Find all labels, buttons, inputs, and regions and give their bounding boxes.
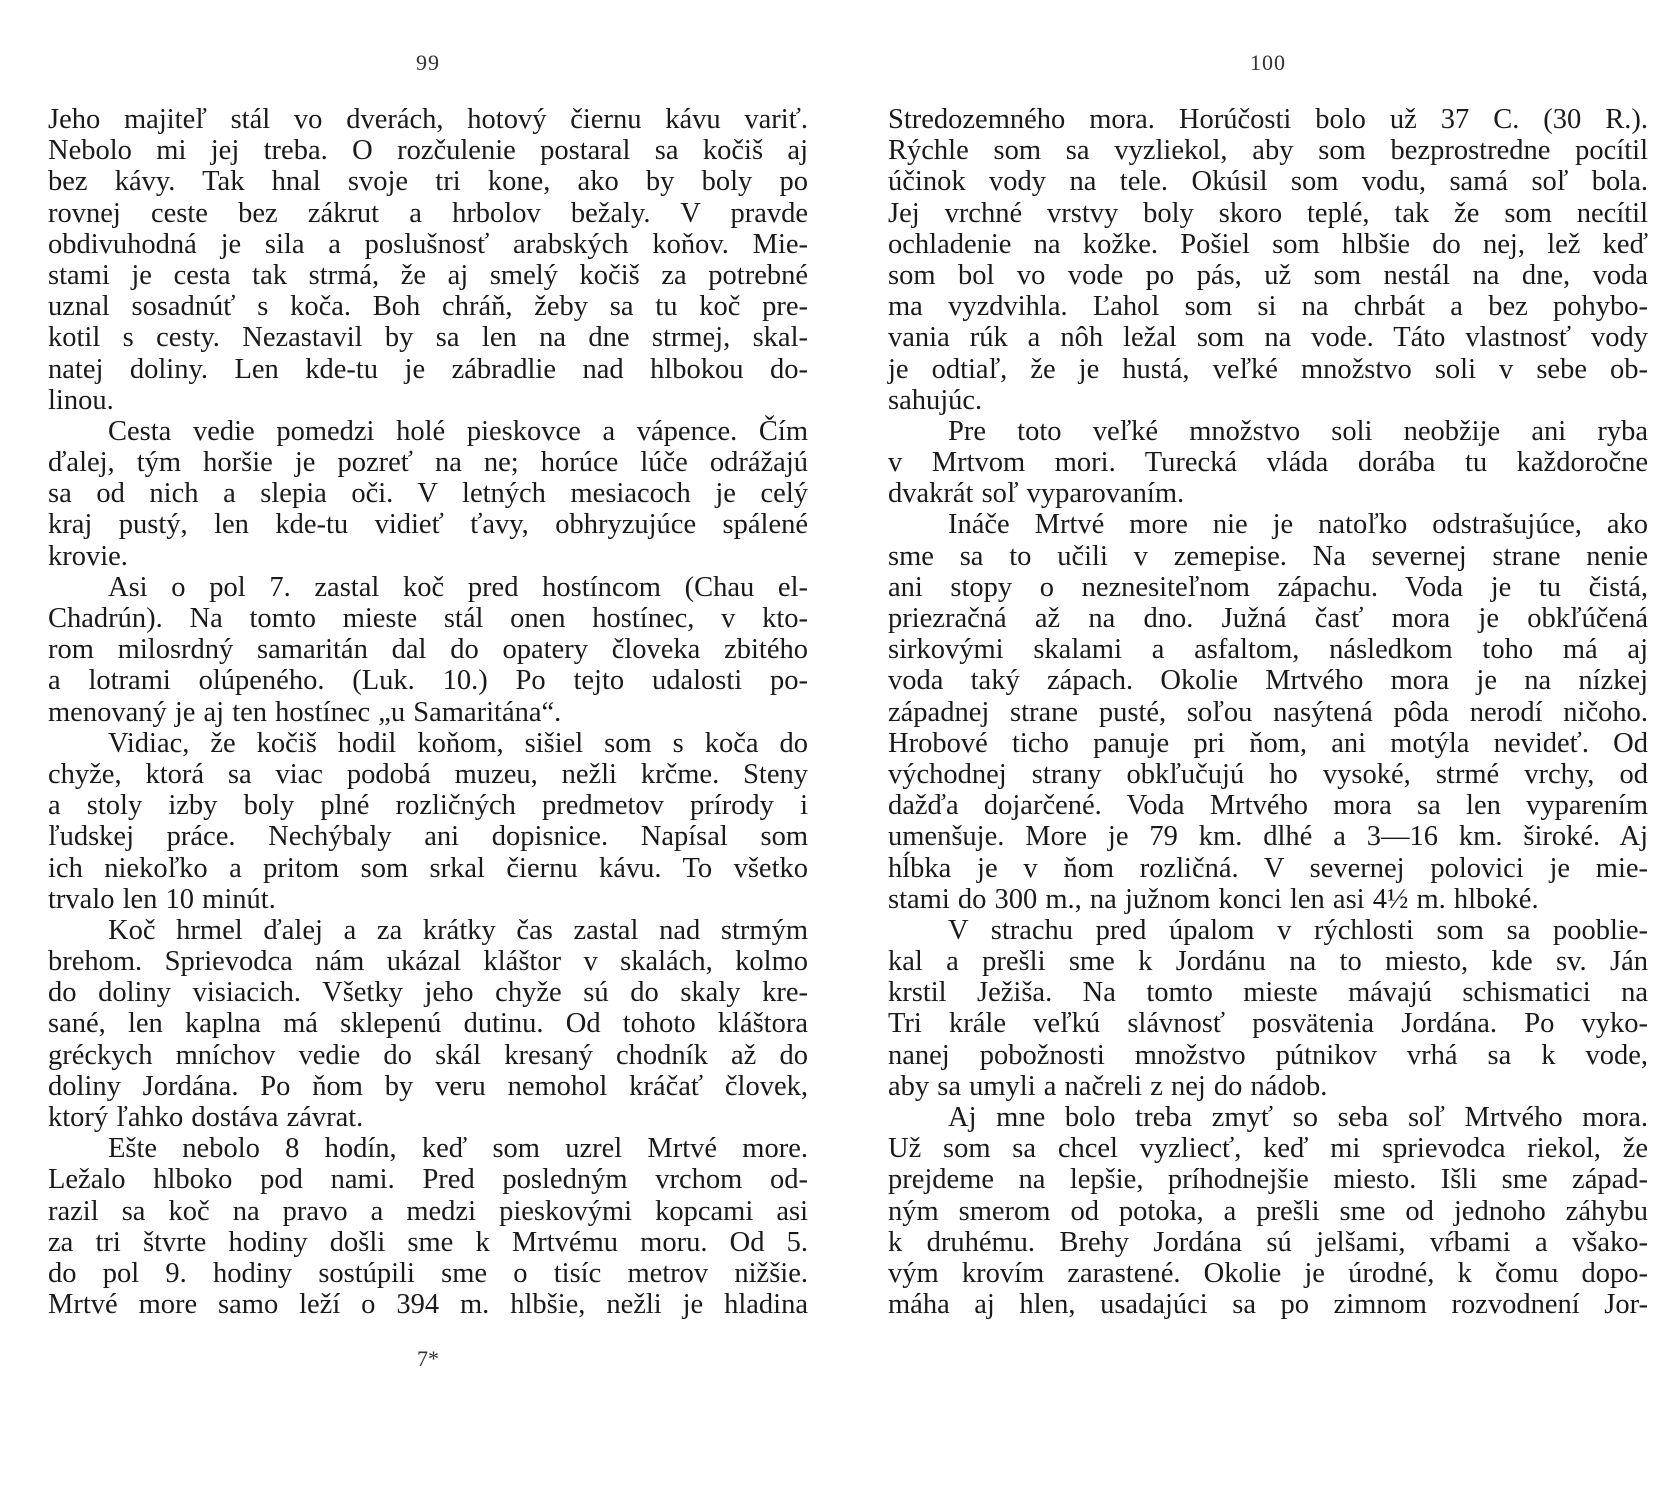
text-line: ďalej, tým horšie je pozreť na ne; horúce lúče odrážajú bbox=[48, 447, 808, 479]
text-line: Aj mne bolo treba zmyť so seba soľ Mrtvého mora. bbox=[948, 1102, 1648, 1133]
text-line: sme sa to učili v zemepise. Na severnej strane nenie bbox=[888, 540, 1648, 572]
text-line: chyže, ktorá sa viac podobá muzeu, nežli krčme. Steny bbox=[48, 758, 808, 790]
text-line: sahujúc. bbox=[888, 384, 983, 416]
page-number: 100 bbox=[1250, 50, 1286, 75]
page-number: 99 bbox=[416, 50, 440, 75]
text-line: stami je cesta tak strmá, že aj smelý kočiš za potrebné bbox=[48, 259, 808, 291]
text-line: ma vyzdvihla. Ľahol som si na chrbát a bez pohybo- bbox=[888, 291, 1648, 323]
text-line: ani stopy o neznesiteľnom zápachu. Voda je tu čistá, bbox=[888, 571, 1648, 603]
right-page bbox=[888, 0, 1648, 1500]
text-line: uznal sosadnúť s koča. Boh chráň, žeby sa tu koč pre- bbox=[48, 291, 808, 323]
text-line: bez kávy. Tak hnal svoje tri kone, ako by boly po bbox=[48, 166, 808, 198]
text-line: sané, len kaplna má sklepenú dutinu. Od tohoto kláštora bbox=[48, 1008, 808, 1040]
text-line: východnej strany obkľučujú ho vysoké, strmé vrchy, od bbox=[888, 758, 1648, 790]
text-line: voda taký zápach. Okolie Mrtvého mora je na nízkej bbox=[888, 665, 1648, 697]
text-line: dvakrát soľ vyparovaním. bbox=[888, 478, 1185, 510]
text-line: Chadrún). Na tomto mieste stál onen hostínec, v kto- bbox=[48, 603, 808, 634]
text-line: Tri krále veľkú slávnosť posvätenia Jordána. Po vyko- bbox=[888, 1008, 1648, 1040]
text-line: máha aj hlen, usadajúci sa po zimnom rozvodnení Jor- bbox=[888, 1289, 1648, 1321]
text-line: vania rúk a nôh ležal som na vode. Táto vlastnosť vody bbox=[888, 322, 1648, 354]
text-line: natej doliny. Len kde-tu je zábradlie nad hlbokou do- bbox=[48, 353, 808, 385]
text-line: brehom. Sprievodca nám ukázal kláštor v skalách, kolmo bbox=[48, 946, 808, 978]
text-line: a lotrami olúpeného. (Luk. 10.) Po tejto udalosti po- bbox=[48, 665, 808, 697]
left-page bbox=[48, 0, 808, 1500]
text-line: Ešte nebolo 8 hodín, keď som uzrel Mrtvé more. bbox=[108, 1133, 808, 1165]
text-line: ľudskej práce. Nechýbaly ani dopisnice. Napísal som bbox=[48, 821, 808, 853]
text-line: Rýchle som sa vyzliekol, aby som bezprostredne pocítil bbox=[888, 135, 1648, 167]
text-line: sa od nich a slepia oči. V letných mesiacoch je celý bbox=[48, 478, 808, 510]
text-line: V strachu pred úpalom v rýchlosti som sa pooblie- bbox=[948, 914, 1648, 946]
text-line: Mrtvé more samo leží o 394 m. hlbšie, nežli je hladina bbox=[48, 1289, 808, 1321]
text-line: gréckych mníchov vedie do skál kresaný chodník až do bbox=[48, 1039, 808, 1071]
text-line: západnej strane pusté, soľou nasýtená pôda nerodí ničoho. bbox=[888, 696, 1648, 728]
text-line: doliny Jordána. Po ňom by veru nemohol kráčať človek, bbox=[48, 1070, 808, 1102]
text-line: krstil Ježiša. Na tomto mieste mávajú schismatici na bbox=[888, 977, 1648, 1009]
text-line: rovnej ceste bez zákrut a hrbolov bežaly. V pravde bbox=[48, 197, 808, 229]
text-line: Nebolo mi jej treba. O rozčulenie postaral sa kočiš aj bbox=[48, 135, 808, 167]
text-line: Jej vrchné vrstvy boly skoro teplé, tak že som necítil bbox=[888, 197, 1648, 229]
text-line: Hrobové ticho panuje pri ňom, ani motýla nevideť. Od bbox=[888, 727, 1648, 759]
text-line: sirkovými skalami a asfaltom, následkom toho má aj bbox=[888, 634, 1648, 666]
text-line: prejdeme na lepšie, príhodnejšie miesto. Išli sme západ- bbox=[888, 1164, 1648, 1196]
text-line: Ležalo hlboko pod nami. Pred posledným vrchom od- bbox=[48, 1164, 808, 1196]
text-line: hĺbka je v ňom rozličná. V severnej polovici je mie- bbox=[888, 852, 1648, 884]
text-line: Koč hrmel ďalej a za krátky čas zastal nad strmým bbox=[108, 914, 808, 946]
text-line: Ináče Mrtvé more nie je natoľko odstrašujúce, ako bbox=[948, 509, 1648, 541]
signature-mark: 7* bbox=[417, 1346, 439, 1371]
text-line: som bol vo vode po pás, už som nestál na dne, voda bbox=[888, 259, 1648, 291]
text-line: účinok vody na tele. Okúsil som vodu, samá soľ bola. bbox=[888, 166, 1648, 198]
text-line: razil sa koč na pravo a medzi pieskovými kopcami asi bbox=[48, 1195, 808, 1227]
text-line: Vidiac, že kočiš hodil koňom, sišiel som s koča do bbox=[108, 727, 808, 759]
text-line: do doliny visiacich. Všetky jeho chyže sú do skaly kre- bbox=[48, 977, 808, 1009]
text-line: rom milosrdný samaritán dal do opatery človeka zbitého bbox=[48, 634, 808, 666]
text-line: krovie. bbox=[48, 540, 128, 572]
text-line: umenšuje. More je 79 km. dlhé a 3—16 km. široké. Aj bbox=[888, 821, 1648, 853]
text-line: menovaný je aj ten hostínec „u Samaritána“. bbox=[48, 696, 562, 728]
text-line: za tri štvrte hodiny došli sme k Mrtvému moru. Od 5. bbox=[48, 1226, 808, 1258]
page-text bbox=[888, 104, 1648, 1320]
text-line: priezračná až na dno. Južná časť mora je obkľúčená bbox=[888, 603, 1648, 634]
text-line: v Mrtvom mori. Turecká vláda dorába tu každoročne bbox=[888, 447, 1648, 479]
text-line: stami do 300 m., na južnom konci len asi 4½ m. hlboké. bbox=[888, 883, 1539, 915]
text-line: ochladenie na kožke. Pošiel som hlbšie do nej, lež keď bbox=[888, 228, 1648, 260]
text-line: Cesta vedie pomedzi holé pieskovce a vápence. Čím bbox=[108, 415, 808, 447]
text-line: ktorý ľahko dostáva závrat. bbox=[48, 1102, 364, 1133]
text-line: je odtiaľ, že je hustá, veľké množstvo soli v sebe ob- bbox=[888, 353, 1648, 385]
text-line: kraj pustý, len kde-tu vidieť ťavy, obhryzujúce spálené bbox=[48, 509, 808, 541]
page-text bbox=[48, 104, 808, 1320]
text-line: a stoly izby boly plné rozličných predmetov prírody i bbox=[48, 790, 808, 822]
text-line: dažďa dojarčené. Voda Mrtvého mora sa len vyparením bbox=[888, 790, 1648, 822]
text-line: Stredozemného mora. Horúčosti bolo už 37 C. (30 R.). bbox=[888, 104, 1648, 135]
text-line: Pre toto veľké množstvo soli neobžije ani ryba bbox=[948, 415, 1648, 447]
text-line: kal a prešli sme k Jordánu na to miesto, kde sv. Ján bbox=[888, 946, 1648, 978]
text-line: nanej pobožnosti množstvo pútnikov vrhá sa k vode, bbox=[888, 1039, 1648, 1071]
text-line: Asi o pol 7. zastal koč pred hostíncom (Chau el- bbox=[108, 571, 808, 603]
text-line: vým krovím zarastené. Okolie je úrodné, k čomu dopo- bbox=[888, 1257, 1648, 1289]
text-line: kotil s cesty. Nezastavil by sa len na dne strmej, skal- bbox=[48, 322, 808, 354]
text-line: Už som sa chcel vyzliecť, keď mi sprievodca riekol, že bbox=[888, 1133, 1648, 1165]
text-line: do pol 9. hodiny sostúpili sme o tisíc metrov nižšie. bbox=[48, 1257, 808, 1289]
text-line: obdivuhodná je sila a poslušnosť arabských koňov. Mie- bbox=[48, 228, 808, 260]
text-line: k druhému. Brehy Jordána sú jelšami, vŕbami a všako- bbox=[888, 1226, 1648, 1258]
text-line: ným smerom od potoka, a prešli sme od jednoho záhybu bbox=[888, 1195, 1648, 1227]
text-line: Jeho majiteľ stál vo dverách, hotový čiernu kávu variť. bbox=[48, 104, 808, 135]
text-line: linou. bbox=[48, 384, 114, 416]
text-line: ich niekoľko a pritom som srkal čiernu kávu. To všetko bbox=[48, 852, 808, 884]
text-line: trvalo len 10 minút. bbox=[48, 883, 276, 915]
text-line: aby sa umyli a načreli z nej do nádob. bbox=[888, 1070, 1328, 1102]
